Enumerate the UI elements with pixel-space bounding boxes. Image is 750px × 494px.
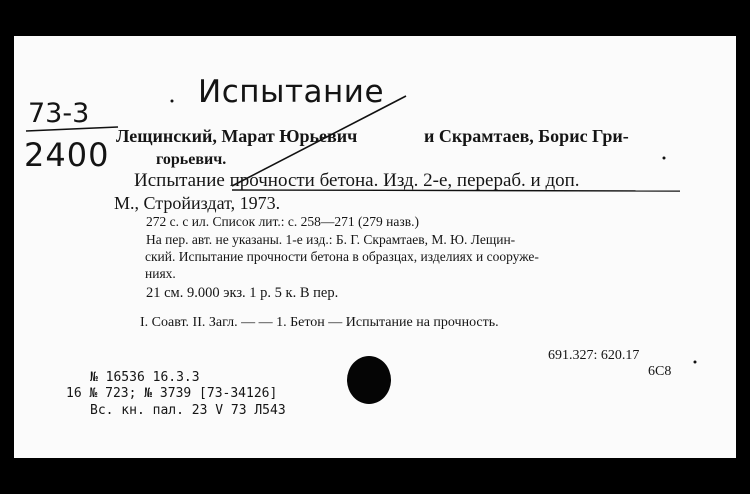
- note-line-2: ский. Испытание прочности бетона в образцах, изделиях и сооруже-: [145, 249, 539, 264]
- author-secondary: и Скрамтаев, Борис Гри-: [424, 126, 629, 146]
- book-title: Испытание прочности бетона. Изд. 2-е, перераб. и доп.: [134, 170, 580, 191]
- bbk-code: 6С8: [648, 364, 672, 379]
- registration-line-3: Вс. кн. пал. 23 V 73 Л543: [90, 403, 286, 418]
- author-continuation: горьевич.: [156, 151, 227, 168]
- ink-dot: [694, 361, 697, 364]
- registration-line-1: № 16536 16.3.3: [90, 370, 200, 385]
- handwritten-title: Испытание: [198, 74, 385, 110]
- udc-code: 691.327: 620.17: [548, 348, 640, 363]
- ink-dot: [663, 157, 666, 160]
- handwritten-call-number-bottom: 2400: [24, 136, 110, 174]
- note-line-3: ниях.: [145, 266, 176, 281]
- handwritten-call-number-top: 73-3: [28, 98, 90, 129]
- author-primary: Лещинский, Марат Юрьевич: [116, 126, 358, 146]
- binding-hole: [347, 356, 391, 404]
- format-and-price: 21 см. 9.000 экз. 1 р. 5 к. В пер.: [146, 285, 339, 301]
- ink-dot: [171, 100, 174, 103]
- pagination: 272 с. с ил. Список лит.: с. 258—271 (279 назв.): [146, 214, 419, 229]
- registration-line-2: 16 № 723; № 3739 [73-34126]: [66, 386, 278, 401]
- subject-tracing: I. Соавт. II. Загл. — — 1. Бетон — Испытание на прочность.: [140, 315, 499, 330]
- note-line-1: На пер. авт. не указаны. 1-е изд.: Б. Г. Скрамтаев, М. Ю. Лещин-: [146, 232, 516, 247]
- imprint: М., Стройиздат, 1973.: [114, 193, 281, 213]
